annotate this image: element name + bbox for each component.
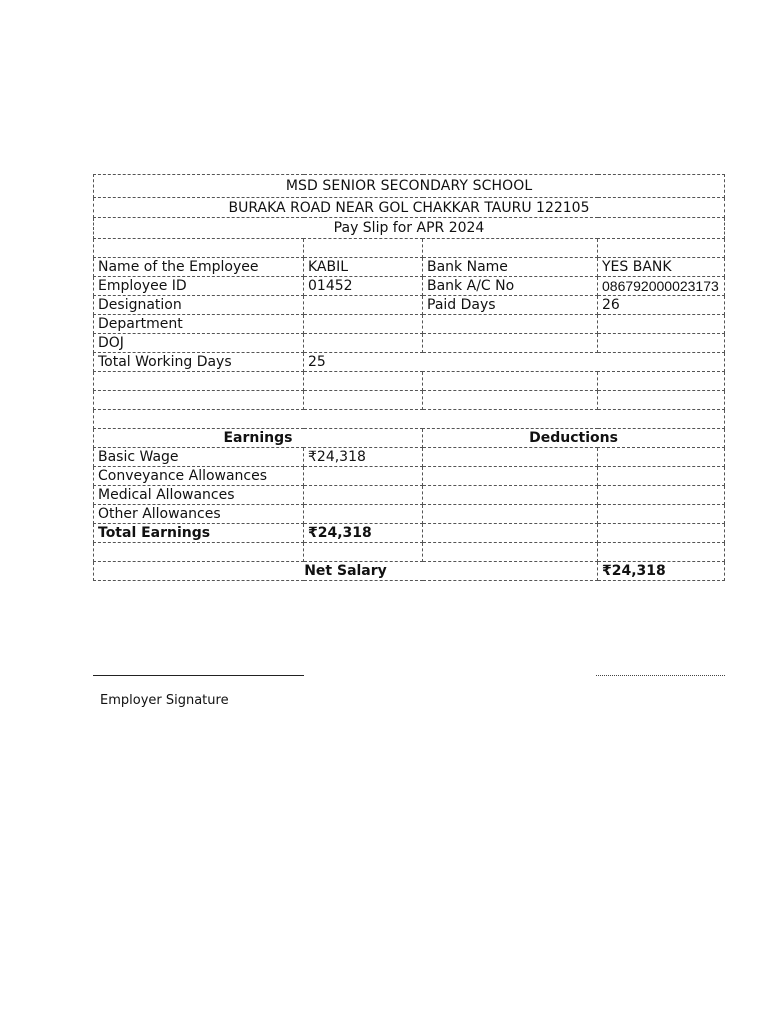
employee-name-value: KABIL [304,258,423,277]
payslip-title: Pay Slip for APR 2024 [94,218,725,239]
working-days-label: Total Working Days [94,353,304,372]
employee-name-label: Name of the Employee [94,258,304,277]
net-salary-value: ₹24,318 [598,562,725,581]
bank-account-label: Bank A/C No [423,277,598,296]
designation-value [304,296,423,315]
total-earnings-value: ₹24,318 [304,524,423,543]
school-address: BURAKA ROAD NEAR GOL CHAKKAR TAURU 122105 [94,198,725,218]
employer-signature-label: Employer Signature [100,693,229,708]
working-days-value: 25 [304,353,725,372]
school-name: MSD SENIOR SECONDARY SCHOOL [94,175,725,198]
payslip-table [93,174,725,581]
bank-account-value: 086792000023173 [598,277,725,296]
net-salary-label: Net Salary [94,562,598,581]
dotted-line [596,675,725,676]
department-label: Department [94,315,304,334]
deductions-heading: Deductions [423,429,725,448]
conveyance-allowance-label: Conveyance Allowances [94,467,304,486]
total-earnings-label: Total Earnings [94,524,304,543]
basic-wage-label: Basic Wage [94,448,304,467]
earnings-heading: Earnings [94,429,423,448]
medical-allowance-label: Medical Allowances [94,486,304,505]
other-allowance-label: Other Allowances [94,505,304,524]
employee-id-label: Employee ID [94,277,304,296]
doj-label: DOJ [94,334,304,353]
paid-days-value: 26 [598,296,725,315]
employee-id-value: 01452 [304,277,423,296]
bank-name-label: Bank Name [423,258,598,277]
designation-label: Designation [94,296,304,315]
basic-wage-value: ₹24,318 [304,448,423,467]
signature-line [93,675,304,676]
paid-days-label: Paid Days [423,296,598,315]
bank-name-value: YES BANK [598,258,725,277]
